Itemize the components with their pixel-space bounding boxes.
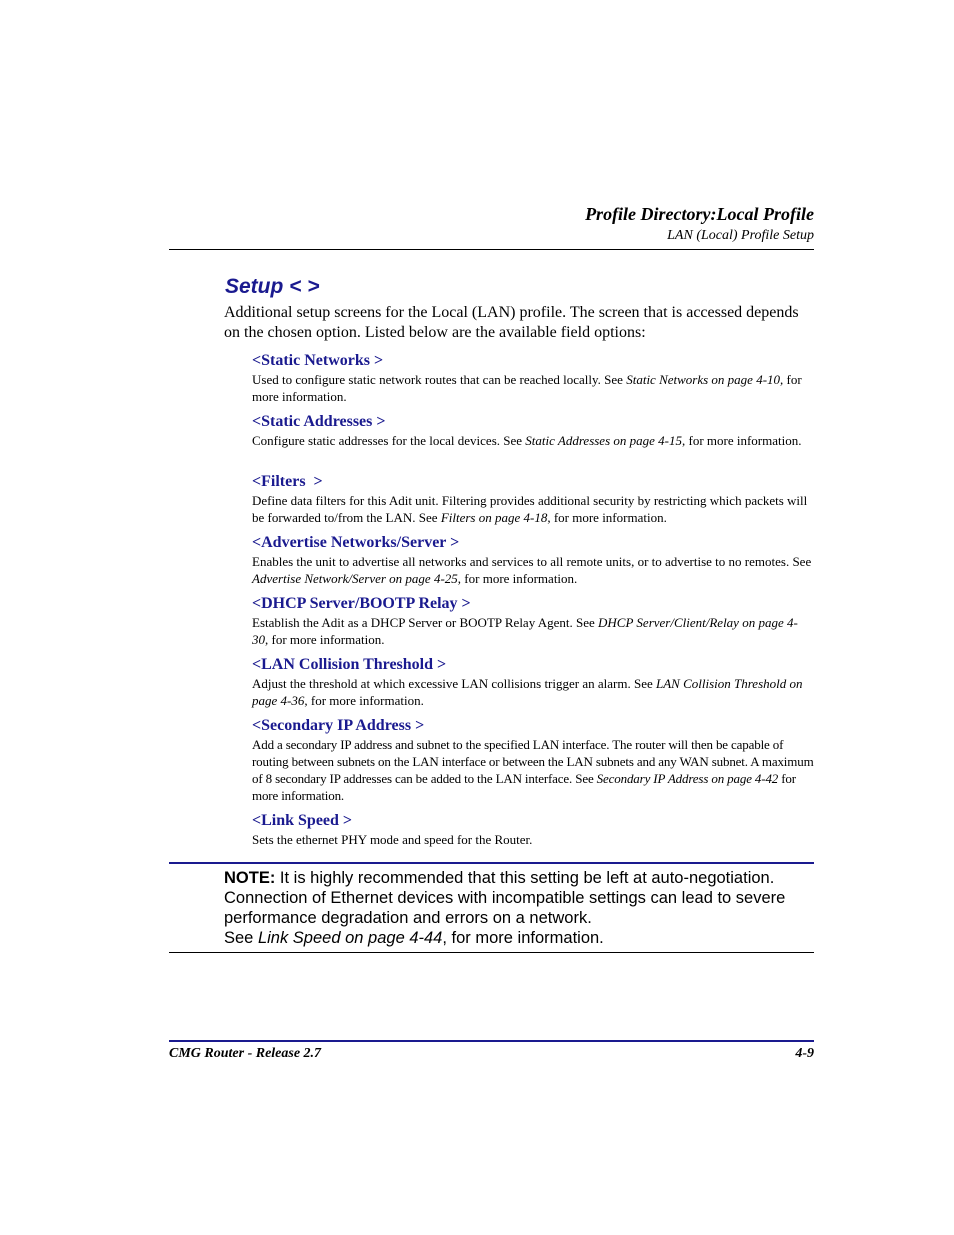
note-top-divider [169, 862, 814, 864]
option-title: <Link Speed > [252, 812, 353, 829]
section-intro: Additional setup screens for the Local (LAN) profile. The screen that is accessed depends on the chosen option. Listed below are the available field options: [224, 304, 799, 341]
header-divider [169, 249, 814, 250]
option-link-speed [252, 811, 814, 848]
note-label: NOTE: [224, 869, 276, 887]
option-title: <Static Networks > [252, 352, 384, 369]
header-subtitle: LAN (Local) Profile Setup [667, 228, 814, 243]
footer-divider [169, 1040, 814, 1042]
option-title: <Filters > [252, 473, 323, 490]
option-lan-collision-threshold [252, 655, 814, 709]
option-secondary-ip-address [252, 716, 814, 804]
option-description: Establish the Adit as a DHCP Server or BOOTP Relay Agent. See DHCP Server/Client/Relay on page 4-30, for more information. [252, 615, 798, 647]
note-text: It is highly recommended that this setting be left at auto-negotiation. Connection of Ethernet devices with incompatible settings can lead to severe performance degradation and errors on a network. [224, 869, 786, 927]
option-description: Sets the ethernet PHY mode and speed for the Router. [252, 832, 533, 847]
option-description: Enables the unit to advertise all networks and services to all remote units, or to advertise to no remotes. See Advertise Network/Server on page 4-25, for more information. [252, 554, 812, 586]
option-description: Add a secondary IP address and subnet to the specified LAN interface. The router will then be capable of routing between subnets on the LAN interface or between the LAN subnets and any WAN subnet. A maximum of 8 secondary IP addresses can be added to the LAN interface. See Secondary IP Address on page 4-42 for more information. [252, 737, 814, 803]
option-description: Define data filters for this Adit unit. Filtering provides additional security by restricting which packets will be forwarded to/from the LAN. See Filters on page 4-18, for more information. [252, 493, 808, 525]
section-title: Setup < > [225, 275, 320, 298]
option-static-networks [252, 351, 814, 405]
option-description: Configure static addresses for the local devices. See Static Addresses on page 4-15, for more information. [252, 433, 802, 448]
footer-title: CMG Router - Release 2.7 [169, 1046, 322, 1061]
option-description: Adjust the threshold at which excessive LAN collisions trigger an alarm. See LAN Collision Threshold on page 4-36, for more information. [252, 676, 803, 708]
option-static-addresses [252, 412, 814, 449]
option-title: <Secondary IP Address > [252, 717, 425, 734]
option-filters [252, 472, 814, 526]
option-dhcp-server [252, 594, 814, 648]
note-box [224, 868, 814, 948]
page-number: 4-9 [795, 1046, 814, 1061]
note-see-also: See Link Speed on page 4-44, for more information. [224, 929, 604, 947]
option-title: <DHCP Server/BOOTP Relay > [252, 595, 471, 612]
option-title: <Static Addresses > [252, 413, 386, 430]
header-title: Profile Directory:Local Profile [585, 204, 814, 224]
option-description: Used to configure static network routes that can be reached locally. See Static Networks on page 4-10, for more information. [252, 372, 802, 404]
option-advertise-networks [252, 533, 814, 587]
note-bottom-divider [169, 952, 814, 953]
option-title: <Advertise Networks/Server > [252, 534, 460, 551]
option-title: <LAN Collision Threshold > [252, 656, 447, 673]
